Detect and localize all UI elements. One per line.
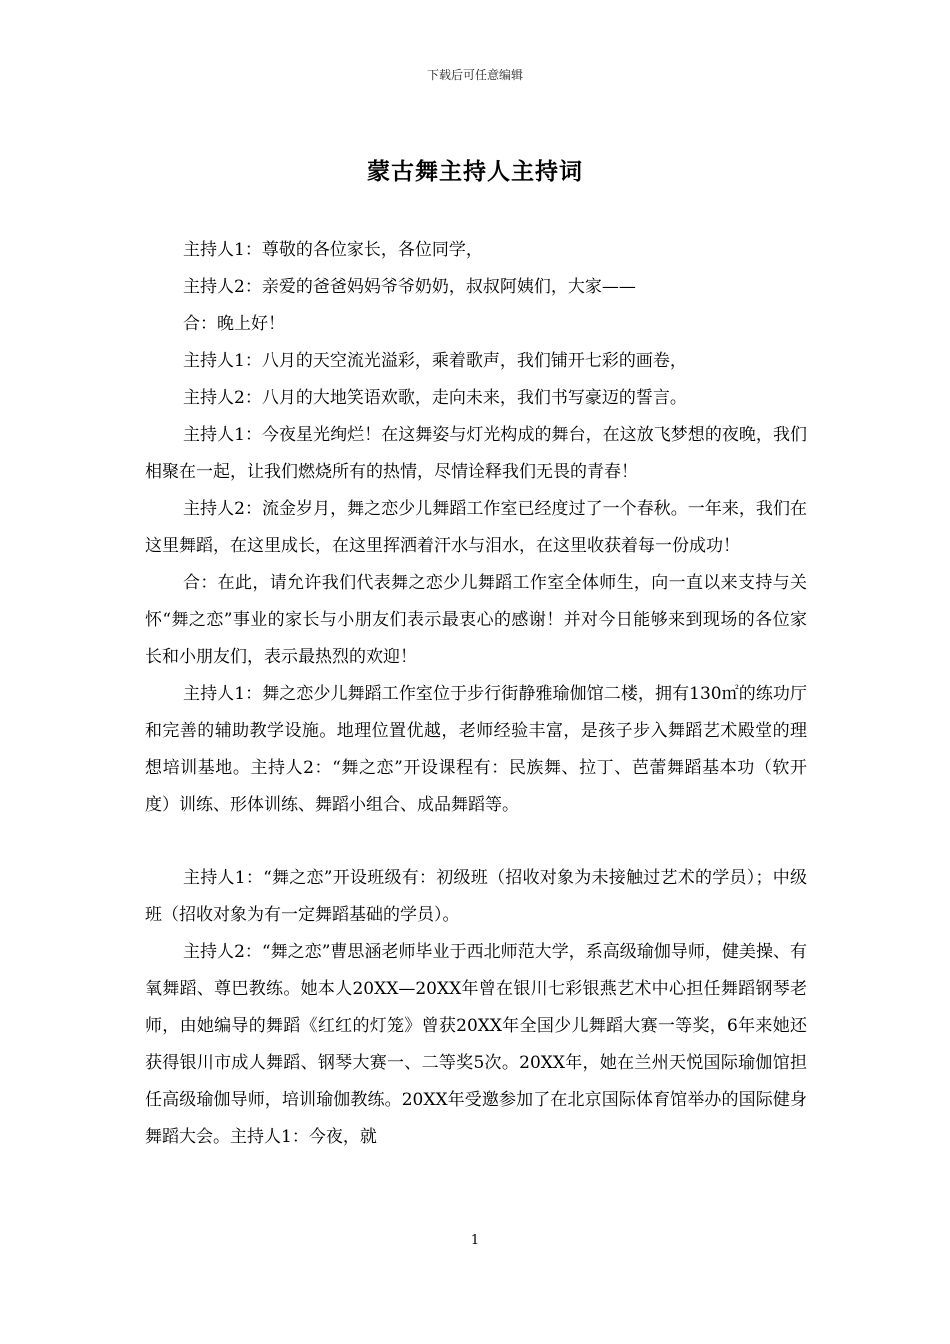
paragraph: 主持人1：舞之恋少儿舞蹈工作室位于步行街静雅瑜伽馆二楼，拥有130㎡的练功厅和完善的辅助教学设施。地理位置优越，老师经验丰富，是孩子步入舞蹈艺术殿堂的理想培训基地。主持人2：“舞之恋”开设课程有：民族舞、拉丁、芭蕾舞蹈基本功（软开度）训练、形体训练、舞蹈小组合、成品舞蹈等。 (145, 684, 807, 815)
document-body (145, 232, 807, 1156)
paragraph: 主持人2：流金岁月，舞之恋少儿舞蹈工作室已经度过了一个春秋。一年来，我们在这里舞蹈，在这里成长，在这里挥洒着汗水与泪水，在这里收获着每一份成功！ (145, 499, 807, 556)
paragraph: 主持人2：亲爱的爸爸妈妈爷爷奶奶，叔叔阿姨们，大家—— (183, 277, 636, 297)
header-note: 下载后可任意编辑 (426, 68, 523, 82)
paragraph: 主持人2：八月的大地笑语欢歌，走向未来，我们书写豪迈的誓言。 (183, 388, 687, 408)
paragraph-gap (145, 824, 807, 860)
paragraph: 合：在此，请允许我们代表舞之恋少儿舞蹈工作室全体师生，向一直以来支持与关怀“舞之恋”事业的家长与小朋友们表示最衷心的感谢！并对今日能够来到现场的各位家长和小朋友们，表示最热烈的欢迎！ (145, 573, 807, 667)
page-number: 1 (470, 1233, 480, 1248)
paragraph: 主持人1：今夜星光绚烂！在这舞姿与灯光构成的舞台，在这放飞梦想的夜晚，我们相聚在一起，让我们燃烧所有的热情，尽情诠释我们无畏的青春！ (145, 425, 807, 482)
paragraph: 主持人2：“舞之恋”曹思涵老师毕业于西北师范大学，系高级瑜伽导师，健美操、有氧舞蹈、尊巴教练。她本人20XX—20XX年曾在银川七彩银燕艺术中心担任舞蹈钢琴老师，由她编导的舞蹈《红红的灯笼》曾获20XX年全国少儿舞蹈大赛一等奖，6年来她还获得银川市成人舞蹈、钢琴大赛一、二等奖5次。20XX年，她在兰州天悦国际瑜伽馆担任高级瑜伽导师，培训瑜伽教练。20XX年受邀参加了在北京国际体育馆举办的国际健身舞蹈大会。主持人1：今夜，就 (145, 942, 807, 1147)
paragraph: 主持人1：尊敬的各位家长，各位同学， (183, 240, 483, 260)
document-title: 蒙古舞主持人主持词 (367, 159, 583, 185)
paragraph: 主持人1：“舞之恋”开设班级有：初级班（招收对象为未接触过艺术的学员）；中级班（招收对象为有一定舞蹈基础的学员）。 (145, 868, 807, 925)
paragraph: 合：晚上好！ (183, 314, 285, 334)
paragraph: 主持人1：八月的天空流光溢彩，乘着歌声，我们铺开七彩的画卷， (183, 351, 687, 371)
